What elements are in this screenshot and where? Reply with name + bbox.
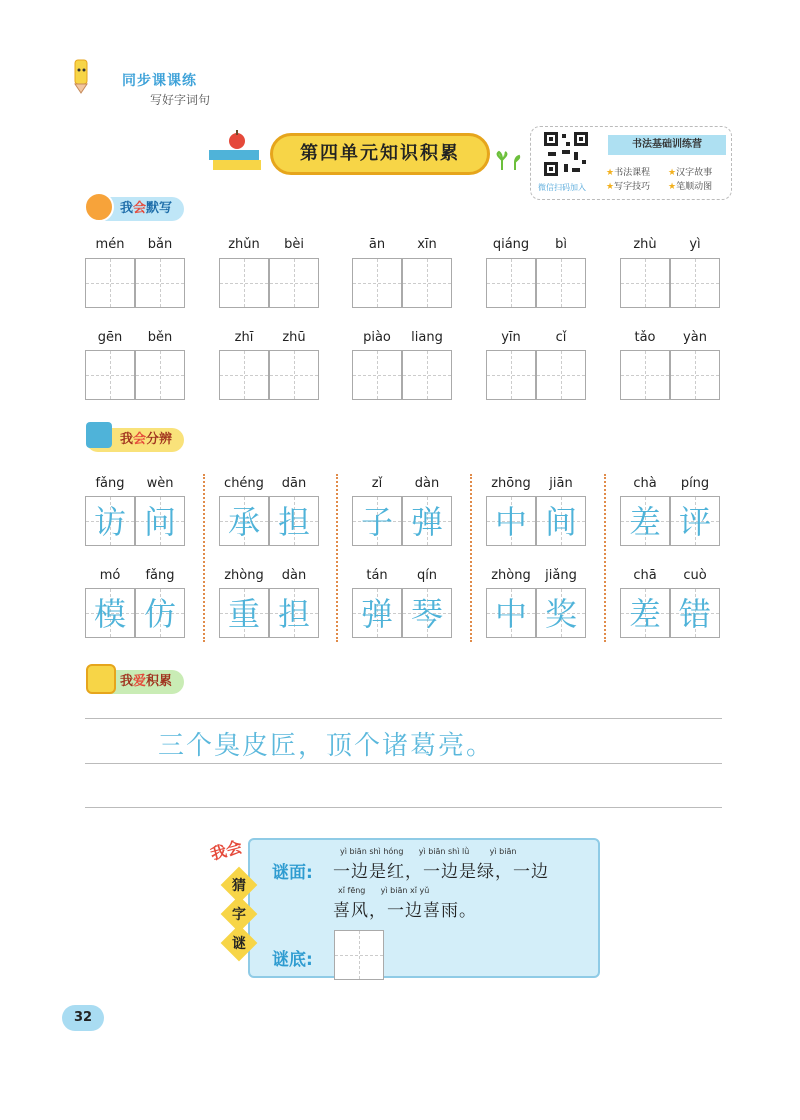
character-glyph: 子 — [360, 503, 393, 541]
group-separator — [203, 474, 205, 642]
section-label-accumulate: 我爱积累 — [86, 670, 184, 694]
promo-title: 书法基础训练营 — [608, 135, 726, 155]
riddle-pinyin: yì biān shì hóng yì biān shì lǜ yì biān — [340, 847, 517, 856]
writing-line — [85, 763, 722, 764]
riddle-line: 一边是红，一边是绿，一边 — [333, 862, 549, 882]
pinyin-label: xīn — [417, 237, 437, 252]
qr-code-icon[interactable] — [542, 130, 590, 178]
writing-cell[interactable] — [352, 258, 402, 308]
pinyin-label: zhù — [633, 237, 657, 252]
group-separator — [470, 474, 472, 642]
character-glyph: 仿 — [143, 595, 176, 633]
character-glyph: 访 — [93, 503, 126, 541]
series-subtitle: 写好字词句 — [150, 93, 211, 107]
pinyin-label: dān — [281, 476, 307, 491]
pinyin-label: fǎng — [95, 476, 125, 491]
pinyin-label: liang — [411, 330, 443, 345]
promo-feature: ★书法课程 — [606, 168, 651, 178]
pinyin-label: dàn — [281, 568, 307, 583]
schoolbag-icon — [86, 664, 116, 694]
character-glyph: 模 — [93, 595, 126, 633]
character-glyph: 中 — [494, 595, 527, 633]
pinyin-label: wèn — [146, 476, 174, 491]
character-glyph: 差 — [628, 503, 661, 541]
writing-line — [85, 718, 722, 719]
pinyin-label: mén — [95, 237, 125, 252]
pinyin-label: cǐ — [555, 330, 567, 345]
pinyin-label: ān — [368, 237, 386, 252]
character-cell — [402, 588, 452, 638]
promo-feature: ★汉字故事 — [668, 168, 713, 178]
character-glyph: 承 — [227, 503, 260, 541]
character-cell — [486, 496, 536, 546]
character-glyph: 弹 — [360, 595, 393, 633]
pinyin-label: píng — [680, 476, 710, 491]
qr-caption: 微信扫码加入 — [538, 183, 586, 192]
group-separator — [604, 474, 606, 642]
sprout-icon — [496, 150, 522, 170]
writing-cell[interactable] — [85, 258, 135, 308]
character-cell — [219, 588, 269, 638]
character-glyph: 评 — [678, 503, 711, 541]
character-cell — [85, 588, 135, 638]
character-cell — [620, 588, 670, 638]
writing-cell[interactable] — [486, 350, 536, 400]
pinyin-label: tǎo — [634, 330, 656, 345]
character-glyph: 琴 — [410, 595, 443, 633]
character-glyph: 差 — [628, 595, 661, 633]
character-cell — [85, 496, 135, 546]
writing-cell[interactable] — [536, 258, 586, 308]
character-cell — [135, 496, 185, 546]
character-glyph: 间 — [544, 503, 577, 541]
pinyin-label: zhòng — [491, 568, 531, 583]
pinyin-label: chà — [633, 476, 657, 491]
pinyin-label: jiān — [549, 476, 573, 491]
pinyin-label: bì — [555, 237, 567, 252]
pinyin-label: zhī — [234, 330, 254, 345]
pinyin-label: bèi — [284, 237, 304, 252]
writing-cell[interactable] — [269, 258, 319, 308]
pinyin-label: cuò — [683, 568, 707, 583]
books-icon — [86, 422, 112, 448]
pinyin-label: qín — [416, 568, 438, 583]
character-glyph: 错 — [678, 595, 711, 633]
page-number: 32 — [62, 1005, 104, 1031]
pinyin-label: piào — [363, 330, 391, 345]
pinyin-label: zhū — [282, 330, 306, 345]
riddle-question-label: 谜面: — [272, 863, 313, 883]
riddle-side-char: 谜 — [232, 936, 246, 952]
pinyin-label: qiáng — [492, 237, 530, 252]
riddle-pinyin: xǐ fēng yì biān xǐ yǔ — [338, 886, 430, 895]
pinyin-label: chā — [633, 568, 657, 583]
riddle-answer-label: 谜底: — [272, 950, 313, 970]
pinyin-label: bǎn — [147, 237, 173, 252]
writing-cell[interactable] — [402, 350, 452, 400]
unit-banner: 第四单元知识积累 — [270, 133, 490, 175]
writing-cell[interactable] — [269, 350, 319, 400]
riddle-badge: 我会 — [208, 837, 245, 864]
writing-cell[interactable] — [620, 350, 670, 400]
writing-cell[interactable] — [620, 258, 670, 308]
writing-cell[interactable] — [402, 258, 452, 308]
character-glyph: 重 — [227, 595, 260, 633]
pinyin-label: zǐ — [371, 476, 383, 491]
alarm-clock-icon — [84, 192, 114, 222]
idiom-text: 三个臭皮匠，顶个诸葛亮。 — [158, 731, 495, 761]
character-cell — [402, 496, 452, 546]
character-cell — [219, 496, 269, 546]
pinyin-label: zhōng — [491, 476, 531, 491]
pinyin-label: dàn — [414, 476, 440, 491]
section-label-distinguish: 我会分辨 — [86, 428, 184, 452]
writing-cell[interactable] — [219, 258, 269, 308]
pinyin-label: gēn — [97, 330, 123, 345]
pinyin-label: mó — [99, 568, 121, 583]
pinyin-label: yīn — [501, 330, 521, 345]
pinyin-label: běn — [147, 330, 173, 345]
character-cell — [536, 588, 586, 638]
pinyin-label: zhǔn — [228, 237, 260, 252]
riddle-side-char: 猜 — [232, 878, 246, 894]
writing-cell[interactable] — [486, 258, 536, 308]
pinyin-label: jiǎng — [545, 568, 577, 583]
writing-cell[interactable] — [219, 350, 269, 400]
writing-cell[interactable] — [670, 350, 720, 400]
series-title: 同步课课练 — [122, 73, 197, 89]
answer-box[interactable] — [334, 930, 384, 980]
books-apple-icon — [205, 128, 265, 172]
promo-feature: ★写字技巧 — [606, 182, 651, 192]
pinyin-label: zhòng — [224, 568, 264, 583]
character-glyph: 中 — [494, 503, 527, 541]
riddle-side-char: 字 — [232, 907, 246, 923]
writing-cell[interactable] — [670, 258, 720, 308]
character-cell — [135, 588, 185, 638]
character-cell — [352, 496, 402, 546]
character-cell — [670, 496, 720, 546]
pinyin-label: fǎng — [145, 568, 175, 583]
writing-cell[interactable] — [135, 350, 185, 400]
character-glyph: 弹 — [410, 503, 443, 541]
character-cell — [269, 588, 319, 638]
character-glyph: 担 — [277, 595, 310, 633]
writing-cell[interactable] — [352, 350, 402, 400]
writing-cell[interactable] — [85, 350, 135, 400]
character-cell — [620, 496, 670, 546]
character-glyph: 奖 — [544, 595, 577, 633]
pencil-logo-icon — [66, 58, 96, 94]
pinyin-label: chéng — [224, 476, 264, 491]
character-cell — [269, 496, 319, 546]
writing-cell[interactable] — [536, 350, 586, 400]
character-glyph: 担 — [277, 503, 310, 541]
promo-feature: ★笔顺动图 — [668, 182, 713, 192]
group-separator — [336, 474, 338, 642]
pinyin-label: yàn — [683, 330, 707, 345]
riddle-line: 喜风，一边喜雨。 — [333, 901, 477, 921]
section-label-dictation: 我会默写 — [86, 197, 184, 221]
character-cell — [670, 588, 720, 638]
writing-cell[interactable] — [135, 258, 185, 308]
pinyin-label: tán — [366, 568, 388, 583]
character-cell — [486, 588, 536, 638]
character-cell — [536, 496, 586, 546]
pinyin-label: yì — [689, 237, 701, 252]
writing-line — [85, 807, 722, 808]
character-cell — [352, 588, 402, 638]
character-glyph: 问 — [143, 503, 176, 541]
